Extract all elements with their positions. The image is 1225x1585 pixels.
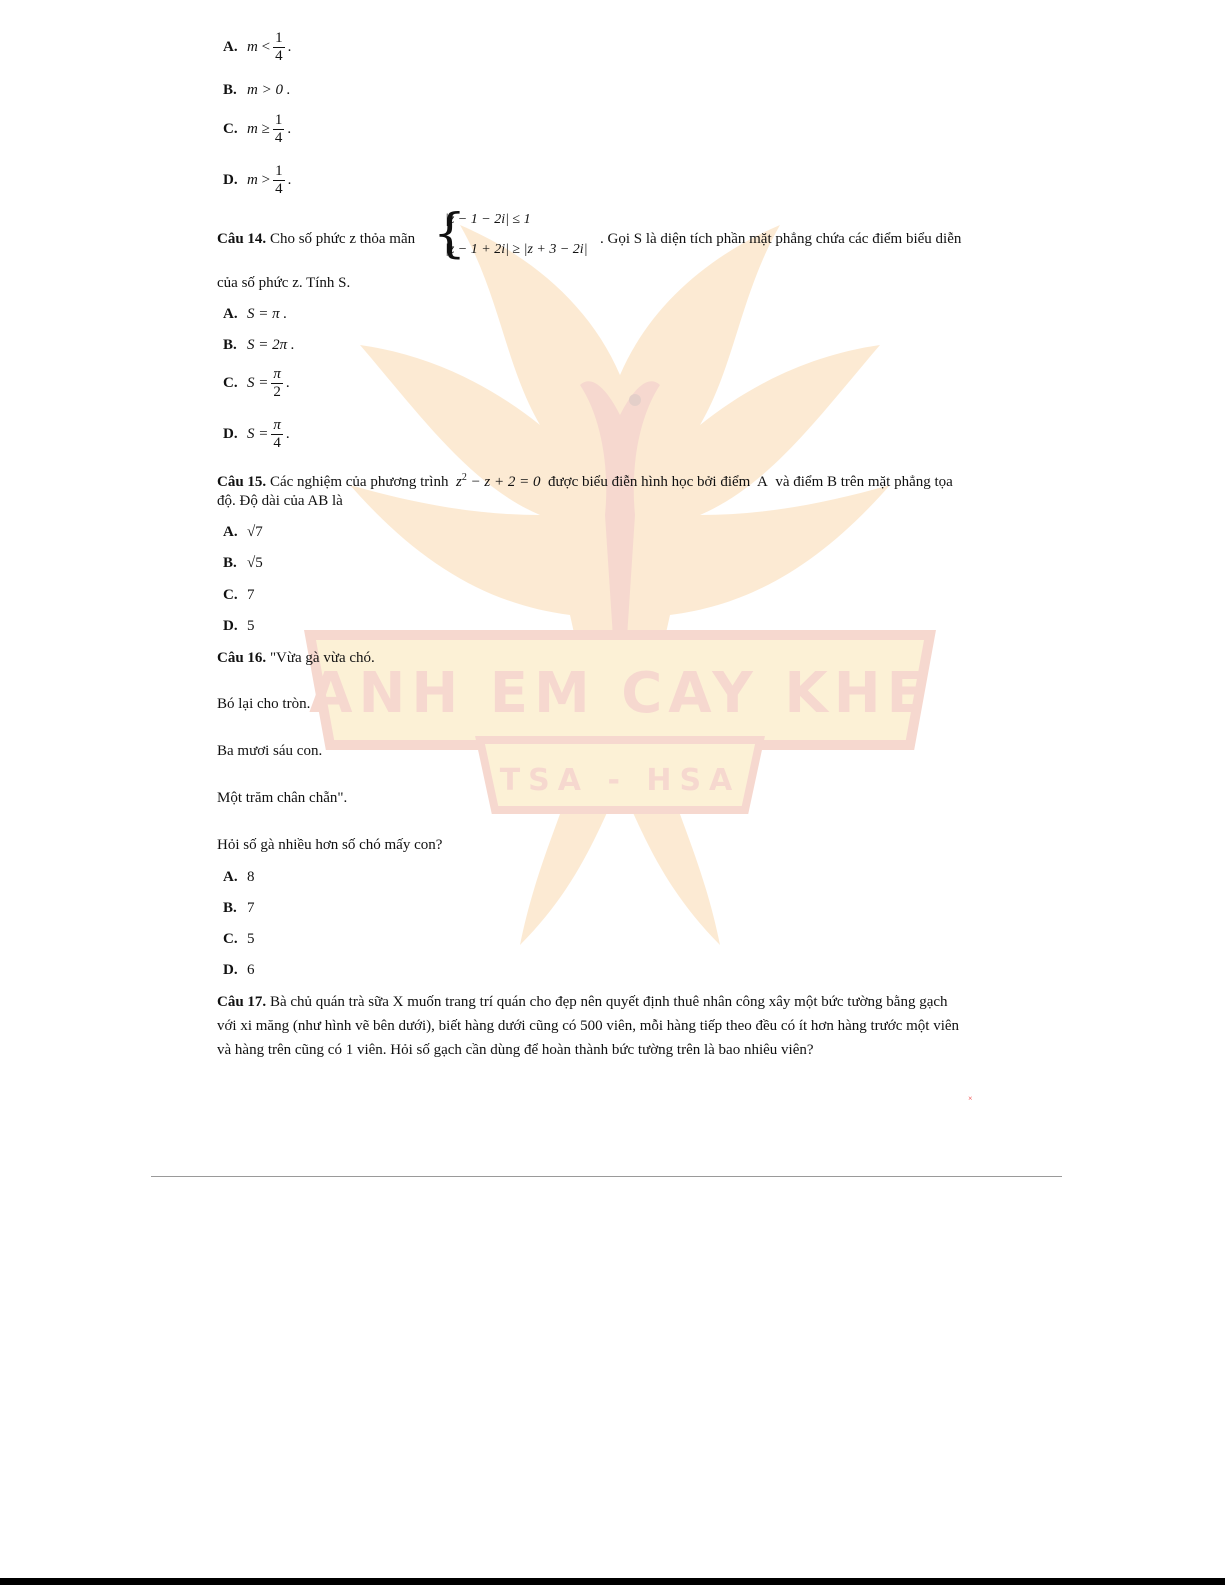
watermark-sub-text: TSA - HSA [499, 763, 741, 798]
q14-inequality-system: { |z − 1 − 2i| ≤ 1 |z − 1 + 2i| ≥ |z + 3 − 2i| [433, 204, 588, 264]
q16-stem: Câu 16. "Vừa gà vừa chó. [217, 650, 375, 666]
page-divider [151, 1176, 1062, 1177]
q16-question: Hỏi số gà nhiều hơn số chó mấy con? [217, 837, 443, 853]
q13-option-c: C. m ≥ $\frac{1}{4}$ . [223, 112, 292, 146]
q16-option-a: A. 8 [223, 869, 255, 885]
q15-option-c: C. 7 [223, 587, 255, 603]
phoenix-watermark [290, 185, 950, 985]
q15-stem: Câu 15. Các nghiệm của phương trình $z^2 - z + 2 = 0$ được biểu điễn hình học bởi điểm A và điểm B trên mặt phẳng tọa [217, 472, 953, 490]
sub-banner-shape [480, 740, 760, 810]
q14-option-a: A. S = π . [223, 306, 288, 322]
page-bottom-edge [0, 1578, 1225, 1585]
q16-verse-line3: Ba mươi sáu con. [217, 743, 323, 759]
q13-option-b: B. m > 0 . [223, 82, 291, 98]
q16-verse-line2: Bó lại cho tròn. [217, 696, 311, 712]
watermark-banner-text: ANH EM CAY KHE [309, 661, 931, 726]
q16-option-c: C. 5 [223, 931, 255, 947]
q16-verse-line4: Một trăm chân chẵn". [217, 790, 348, 806]
q15-stem-line2: độ. Độ dài của AB là [217, 493, 343, 509]
q17-stem-line3: và hàng trên cũng có 1 viên. Hỏi số gạch cần dùng để hoàn thành bức tường trên là bao nhiêu viên? [217, 1042, 814, 1058]
q17-stem-line2: với xi măng (như hình vẽ bên dưới), biết hàng dưới cũng có 500 viên, mỗi hàng tiếp theo đều có ít hơn hàng trước một viên [217, 1018, 960, 1034]
q14-option-c: C. S = $\frac{\pi}{2}$ . [223, 366, 290, 400]
q14-option-b: B. S = 2π . [223, 337, 295, 353]
q16-option-b: B. 7 [223, 900, 255, 916]
q17-stem: Câu 17. Bà chủ quán trà sữa X muốn trang trí quán cho đẹp nên quyết định thuê nhân công xây một bức tường bằng gạch [217, 994, 948, 1010]
q15-option-d: D. 5 [223, 618, 255, 634]
q13-option-d: D. m > $\frac{1}{4}$ . [223, 163, 292, 197]
q15-option-a: A. √7 [223, 524, 263, 540]
q15-option-b: B. √5 [223, 555, 263, 571]
stray-mark: × [968, 1094, 973, 1103]
q16-option-d: D. 6 [223, 962, 255, 978]
q14-stem-tail: . Gọi S là diện tích phần mặt phẳng chứa các điểm biểu diễn [600, 231, 962, 247]
q14-stem-line2: của số phức z. Tính S. [217, 275, 351, 291]
q13-option-a: A. m < $\frac{1}{4}$ . [223, 30, 292, 64]
q14-option-d: D. S = $\frac{\pi}{4}$ . [223, 417, 290, 451]
banner-shape [310, 635, 930, 745]
q14-stem: Câu 14. Cho số phức z thỏa mãn [217, 231, 416, 247]
